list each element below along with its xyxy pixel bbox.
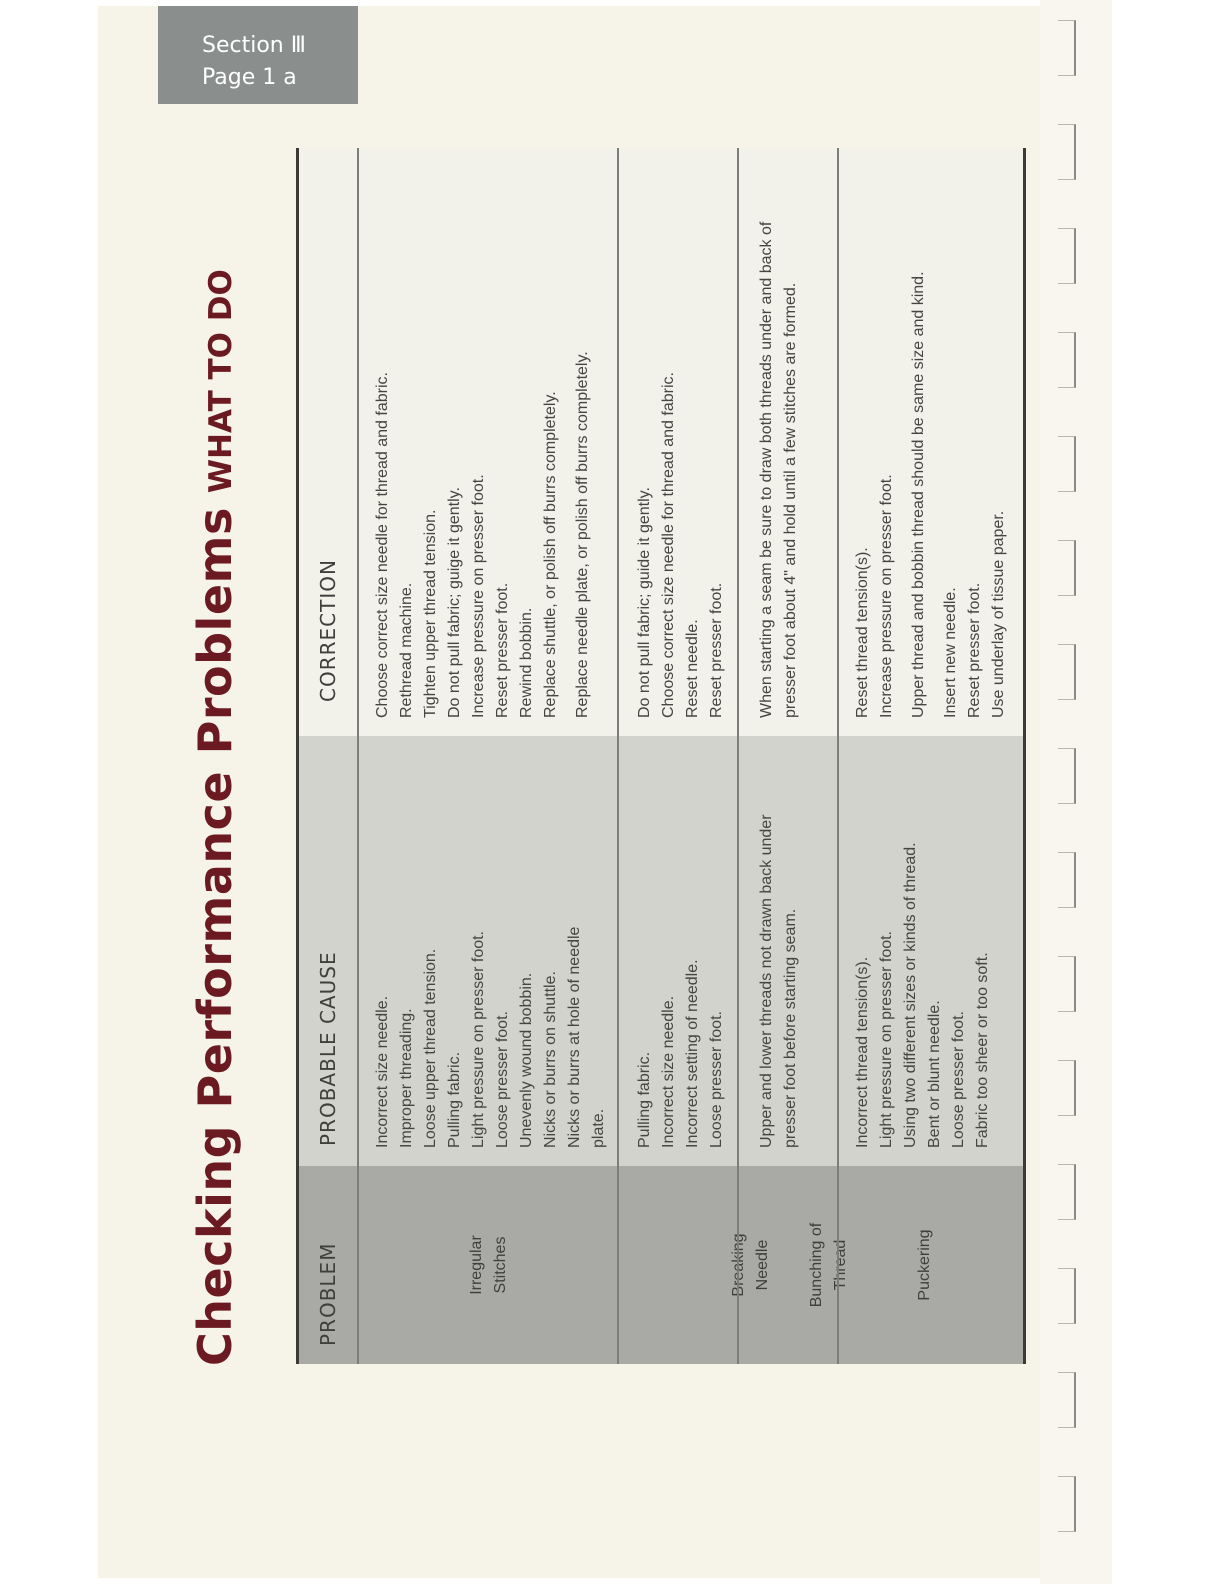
row-divider — [837, 148, 839, 1364]
header-divider — [357, 148, 359, 1364]
correction-item: Choose correct size needle for thread and fabric. — [660, 372, 677, 718]
corrections-irregular-stitches — [371, 158, 595, 718]
causes-breaking-needle — [633, 748, 729, 1148]
correction-item: Replace needle plate, or polish off burrs completely. — [574, 351, 591, 718]
cause-item: Loose presser foot. — [708, 1011, 725, 1148]
title-sub: WHAT TO DO — [203, 269, 239, 494]
problem-bunching-of-thread: Bunching of Thread — [808, 1222, 849, 1308]
binding-hole — [1058, 1476, 1076, 1532]
page-label: Page 1 a — [202, 65, 297, 90]
binding-hole — [1058, 852, 1076, 908]
correction-item: Use underlay of tissue paper. — [990, 510, 1007, 718]
corrections-breaking-needle — [633, 158, 729, 718]
cause-item: Nicks or burrs at hole of needle plate. — [566, 926, 607, 1148]
binding-hole — [1058, 1060, 1076, 1116]
correction-item: Rewind bobbin. — [518, 607, 535, 718]
cause-item: Pulling fabric. — [636, 1051, 653, 1148]
corrections-bunching-of-thread — [755, 158, 803, 718]
correction-item: Do not pull fabric; guige it gently. — [446, 487, 463, 718]
binding-hole — [1058, 124, 1076, 180]
header-cause: PROBABLE CAUSE — [316, 951, 340, 1146]
correction-item: Tighten upper thread tension. — [422, 509, 439, 718]
correction-item: Reset thread tension(s). — [854, 547, 871, 718]
binding-hole — [1058, 332, 1076, 388]
problems-table — [296, 148, 1026, 1364]
correction-item: Choose correct size needle for thread and fabric. — [374, 372, 391, 718]
problem-breaking-needle: Breaking Needle — [730, 1233, 771, 1297]
section-label: Section Ⅲ — [202, 33, 306, 58]
problem-irregular-stitches: Irregular Stitches — [468, 1235, 509, 1295]
problem-puckering: Puckering — [916, 1229, 933, 1301]
cause-item: Incorrect setting of needle. — [684, 959, 701, 1148]
page-title — [188, 269, 242, 1366]
binding-hole — [1058, 20, 1076, 76]
correction-item: Insert new needle. — [942, 587, 959, 718]
correction-item: Rethread machine. — [398, 582, 415, 718]
header-correction: CORRECTION — [316, 559, 340, 702]
row-divider — [737, 148, 739, 1364]
cause-item: Incorrect size needle. — [374, 995, 391, 1148]
causes-bunching-of-thread — [755, 768, 803, 1148]
cause-item: Fabric too sheer or too soft. — [974, 952, 991, 1148]
binding-hole — [1058, 228, 1076, 284]
row-divider — [617, 148, 619, 1364]
causes-puckering — [851, 748, 995, 1148]
cause-item: Light pressure on presser foot. — [470, 930, 487, 1148]
binding-hole — [1058, 956, 1076, 1012]
correction-item: Reset presser foot. — [966, 582, 983, 718]
correction-item: Replace shuttle, or polish off burrs completely. — [542, 391, 559, 718]
cause-item: Nicks or burrs on shuttle. — [542, 971, 559, 1148]
binding-hole — [1058, 1164, 1076, 1220]
header-problem: PROBLEM — [316, 1242, 340, 1346]
cause-item: Loose upper thread tension. — [422, 948, 439, 1148]
section-tab — [158, 6, 358, 104]
cause-item: Incorrect thread tension(s). — [854, 956, 871, 1148]
binding-hole — [1058, 1268, 1076, 1324]
binding-hole — [1058, 436, 1076, 492]
binding-hole — [1058, 748, 1076, 804]
cause-item: Unevenly wound bobbin. — [518, 972, 535, 1148]
correction-item: Increase pressure on presser foot. — [878, 474, 895, 718]
causes-irregular-stitches — [371, 748, 611, 1148]
cause-item: Pulling fabric. — [446, 1051, 463, 1148]
cause-item: Loose presser foot. — [494, 1011, 511, 1148]
binding-hole — [1058, 540, 1076, 596]
correction-item: Upper thread and bobbin thread should be same size and kind. — [910, 271, 927, 718]
binding-strip — [1040, 0, 1112, 1584]
binding-hole — [1058, 644, 1076, 700]
correction-item: Reset presser foot. — [494, 582, 511, 718]
correction-item: Reset needle. — [684, 619, 701, 718]
cause-item: Loose presser foot. — [950, 1011, 967, 1148]
title-main: Checking Performance Problems — [188, 507, 242, 1366]
correction-item: Do not pull fabric; guide it gently. — [636, 487, 653, 718]
cause-item: Bent or blunt needle. — [926, 1000, 943, 1148]
cause-item: Light pressure on presser foot. — [878, 930, 895, 1148]
cause-item: Improper threading. — [398, 1008, 415, 1148]
rotated-content — [180, 144, 1030, 1384]
cause-item: Upper and lower threads not drawn back under presser foot before starting seam. — [758, 814, 799, 1148]
cause-item: Incorrect size needle. — [660, 995, 677, 1148]
cause-item: Using two different sizes or kinds of thread. — [902, 842, 919, 1148]
correction-item: When starting a seam be sure to draw both threads under and back of presser foot about 4" and hold until a few stitches are formed. — [758, 221, 799, 718]
correction-item: Increase pressure on presser foot. — [470, 474, 487, 718]
correction-item: Reset presser foot. — [708, 582, 725, 718]
binding-hole — [1058, 1372, 1076, 1428]
corrections-puckering — [851, 158, 1011, 718]
